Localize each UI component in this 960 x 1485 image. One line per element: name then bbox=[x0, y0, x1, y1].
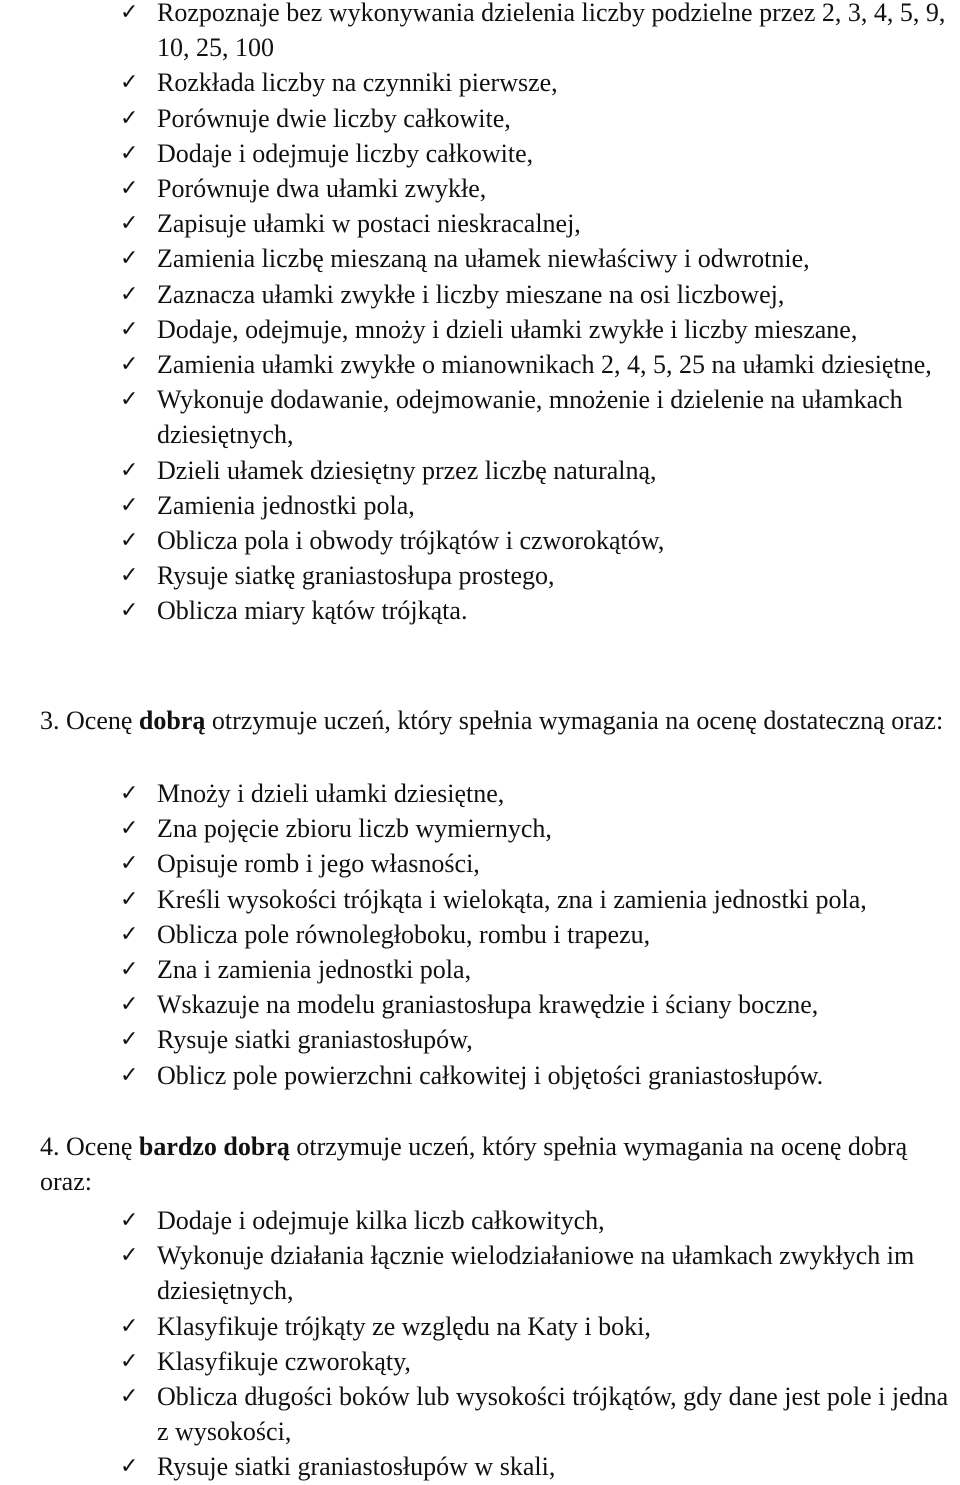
requirement-text: Dzieli ułamek dziesiętny przez liczbę naturalną, bbox=[157, 455, 657, 485]
requirement-item bbox=[0, 65, 960, 100]
requirement-text: Klasyfikuje trójkąty ze względu na Katy i boki, bbox=[157, 1311, 651, 1341]
checkmark-icon: ✓ bbox=[120, 528, 139, 554]
requirement-item bbox=[0, 101, 960, 136]
requirement-text: Zaznacza ułamki zwykłe i liczby mieszane na osi liczbowej, bbox=[157, 279, 785, 309]
requirement-text: Dodaje i odejmuje liczby całkowite, bbox=[157, 138, 534, 168]
requirement-text: Porównuje dwie liczby całkowite, bbox=[157, 103, 511, 133]
checkmark-icon: ✓ bbox=[120, 492, 139, 518]
requirement-text: Rysuje siatki graniastosłupów w skali, bbox=[157, 1452, 556, 1482]
requirement-text: Rozkłada liczby na czynniki pierwsze, bbox=[157, 68, 558, 98]
requirement-text: Rysuje siatki graniastosłupów, bbox=[157, 1025, 473, 1055]
requirement-text: Porównuje dwa ułamki zwykłe, bbox=[157, 174, 487, 204]
requirement-text: Kreśli wysokości trójkąta i wielokąta, zna i zamienia jednostki pola, bbox=[157, 884, 867, 914]
checkmark-icon: ✓ bbox=[120, 387, 139, 413]
checkmark-icon: ✓ bbox=[120, 316, 139, 342]
requirement-item bbox=[0, 882, 960, 917]
requirement-item bbox=[0, 523, 960, 558]
requirement-text: Oblicza długości boków lub wysokości trójkątów, gdy dane jest pole i jedna z wysokości, bbox=[157, 1382, 949, 1447]
checkmark-icon: ✓ bbox=[120, 281, 139, 307]
requirement-item bbox=[0, 1058, 960, 1093]
requirement-text: Klasyfikuje czworokąty, bbox=[157, 1346, 411, 1376]
checkmark-icon: ✓ bbox=[120, 1348, 139, 1374]
requirement-item bbox=[0, 312, 960, 347]
heading-suffix: otrzymuje uczeń, który spełnia wymagania na ocenę dobrą oraz: bbox=[40, 1132, 908, 1197]
requirement-text: Wskazuje na modelu graniastosłupa krawędzie i ściany boczne, bbox=[157, 990, 819, 1020]
requirement-item bbox=[0, 1238, 960, 1308]
requirement-text: Zapisuje ułamki w postaci nieskracalnej, bbox=[157, 209, 581, 239]
checkmark-icon: ✓ bbox=[120, 1208, 139, 1233]
requirement-item bbox=[0, 488, 960, 523]
checkmark-icon: ✓ bbox=[120, 1062, 139, 1088]
requirement-text: Oblicz pole powierzchni całkowitej i objętości graniastosłupów. bbox=[157, 1060, 824, 1090]
heading-prefix: Ocenę bbox=[66, 1132, 139, 1161]
checkmark-icon: ✓ bbox=[120, 957, 139, 983]
requirement-text: Oblicza miary kątów trójkąta. bbox=[157, 596, 468, 626]
requirement-item bbox=[0, 593, 960, 628]
requirement-text: Zamienia liczbę mieszaną na ułamek niewłaściwy i odwrotnie, bbox=[157, 244, 810, 274]
heading-suffix: otrzymuje uczeń, który spełnia wymagania na ocenę dostateczną oraz: bbox=[205, 706, 944, 735]
requirement-item bbox=[0, 917, 960, 952]
requirement-item bbox=[0, 558, 960, 593]
requirements-list-sufficient bbox=[0, 0, 960, 629]
checkmark-icon: ✓ bbox=[120, 1454, 139, 1480]
requirement-item bbox=[0, 171, 960, 206]
requirement-item bbox=[0, 1022, 960, 1057]
checkmark-icon: ✓ bbox=[120, 992, 139, 1018]
grade-heading-very-good bbox=[40, 1129, 960, 1199]
requirement-item bbox=[0, 453, 960, 488]
checkmark-icon: ✓ bbox=[120, 176, 139, 202]
requirement-item bbox=[0, 846, 960, 881]
requirement-text: Zamienia ułamki zwykłe o mianownikach 2, 4, 5, 25 na ułamki dziesiętne, bbox=[157, 350, 932, 380]
requirement-item bbox=[0, 776, 960, 811]
checkmark-icon: ✓ bbox=[120, 140, 139, 166]
requirement-item bbox=[0, 241, 960, 276]
checkmark-icon: ✓ bbox=[120, 1027, 139, 1053]
grade-name: dobrą bbox=[138, 706, 206, 735]
requirement-item bbox=[0, 347, 960, 382]
heading-number: 3. bbox=[40, 706, 60, 735]
requirement-text: Zna i zamienia jednostki pola, bbox=[157, 955, 472, 985]
requirement-item bbox=[0, 382, 960, 452]
requirements-list-very-good bbox=[0, 1203, 960, 1485]
requirement-text: Wykonuje dodawanie, odejmowanie, mnożenie i dzielenie na ułamkach dziesiętnych, bbox=[157, 385, 903, 450]
checkmark-icon: ✓ bbox=[120, 0, 139, 25]
checkmark-icon: ✓ bbox=[120, 598, 139, 624]
checkmark-icon: ✓ bbox=[120, 563, 139, 589]
checkmark-icon: ✓ bbox=[120, 105, 139, 131]
requirement-item bbox=[0, 136, 960, 171]
requirement-text: Dodaje, odejmuje, mnoży i dzieli ułamki zwykłe i liczby mieszane, bbox=[157, 314, 858, 344]
requirement-text: Zamienia jednostki pola, bbox=[157, 490, 415, 520]
checkmark-icon: ✓ bbox=[120, 1243, 139, 1269]
requirement-item bbox=[0, 1449, 960, 1484]
checkmark-icon: ✓ bbox=[120, 816, 139, 842]
checkmark-icon: ✓ bbox=[120, 246, 139, 272]
checkmark-icon: ✓ bbox=[120, 781, 139, 806]
requirement-item bbox=[0, 1379, 960, 1449]
requirement-text: Oblicza pole równoległoboku, rombu i trapezu, bbox=[157, 919, 651, 949]
requirement-item bbox=[0, 1203, 960, 1238]
requirement-item bbox=[0, 277, 960, 312]
checkmark-icon: ✓ bbox=[120, 886, 139, 912]
requirement-text: Rozpoznaje bez wykonywania dzielenia liczby podzielne przez 2, 3, 4, 5, 9, 10, 25, 100 bbox=[157, 0, 946, 63]
requirement-item bbox=[0, 0, 960, 65]
requirement-text: Oblicza pola i obwody trójkątów i czworokątów, bbox=[157, 526, 665, 556]
grade-heading-good bbox=[40, 703, 960, 738]
requirement-item bbox=[0, 1309, 960, 1344]
requirement-text: Rysuje siatkę graniastosłupa prostego, bbox=[157, 561, 555, 591]
requirement-text: Mnoży i dzieli ułamki dziesiętne, bbox=[157, 779, 505, 808]
requirements-list-good bbox=[0, 776, 960, 1093]
checkmark-icon: ✓ bbox=[120, 211, 139, 237]
requirement-text: Dodaje i odejmuje kilka liczb całkowitych, bbox=[157, 1206, 605, 1235]
requirement-item bbox=[0, 206, 960, 241]
heading-number: 4. bbox=[40, 1132, 60, 1161]
heading-prefix: Ocenę bbox=[66, 706, 139, 735]
requirement-text: Opisuje romb i jego własności, bbox=[157, 849, 480, 879]
checkmark-icon: ✓ bbox=[120, 70, 139, 96]
requirement-item bbox=[0, 987, 960, 1022]
requirement-item bbox=[0, 811, 960, 846]
checkmark-icon: ✓ bbox=[120, 851, 139, 877]
requirement-item bbox=[0, 952, 960, 987]
checkmark-icon: ✓ bbox=[120, 1384, 139, 1410]
requirement-text: Zna pojęcie zbioru liczb wymiernych, bbox=[157, 814, 552, 844]
requirement-item bbox=[0, 1344, 960, 1379]
checkmark-icon: ✓ bbox=[120, 921, 139, 947]
grade-name: bardzo dobrą bbox=[138, 1132, 290, 1161]
checkmark-icon: ✓ bbox=[120, 457, 139, 483]
checkmark-icon: ✓ bbox=[120, 352, 139, 378]
checkmark-icon: ✓ bbox=[120, 1313, 139, 1339]
requirement-text: Wykonuje działania łącznie wielodziałaniowe na ułamkach zwykłych im dziesiętnych, bbox=[157, 1241, 915, 1306]
